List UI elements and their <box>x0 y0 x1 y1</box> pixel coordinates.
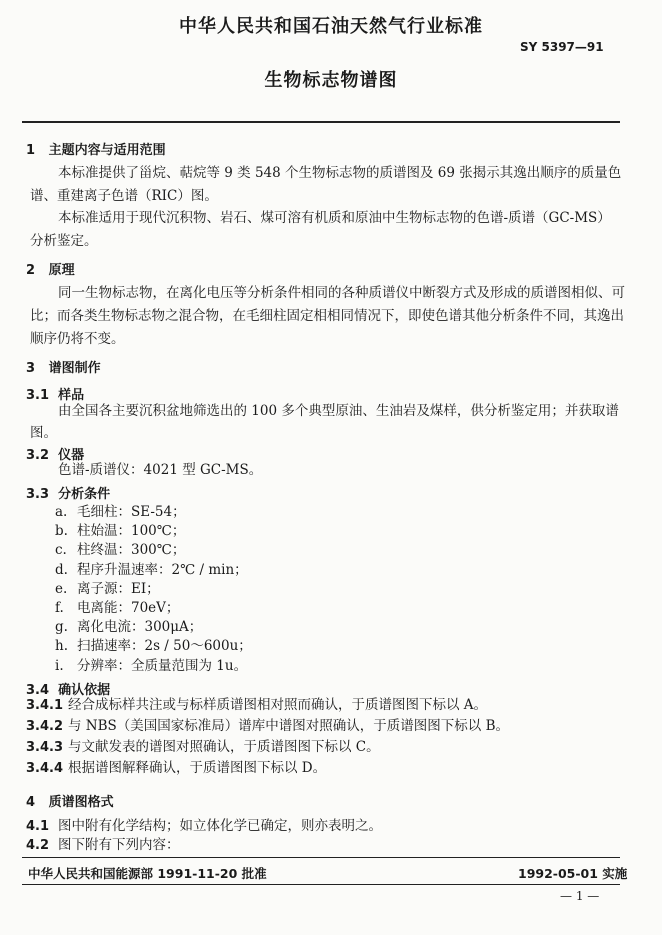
list-item <box>55 504 186 521</box>
subsection-3-4-heading <box>26 679 110 698</box>
approval-line: 中华人民共和国能源部 1991-11-20 批准 <box>28 866 267 881</box>
clause-number: 4.1 <box>26 819 50 834</box>
page-number-value: 1 <box>575 889 584 903</box>
paragraph-line: 分析鉴定。 <box>30 233 98 249</box>
clause-item <box>26 697 487 714</box>
section-number: 3 <box>26 361 36 376</box>
clause-text: 经合成标样共注或与标样质谱图相对照而确认，于质谱图图下标以 A。 <box>68 697 488 713</box>
list-item-text: 柱始温：100℃； <box>77 523 186 539</box>
list-item <box>55 658 247 675</box>
subsection-title: 分析条件 <box>58 487 111 502</box>
document-title: 生物标志物谱图 <box>264 70 398 91</box>
list-item-key: c. <box>55 542 67 558</box>
clause-number: 3.4.3 <box>26 740 64 755</box>
clause-text: 根据谱图解释确认，于质谱图图下标以 D。 <box>68 760 327 776</box>
subsection-3-1-heading <box>26 384 84 403</box>
clause-text: 图下附有下列内容： <box>58 837 180 853</box>
list-item <box>55 638 252 655</box>
paragraph-line: 色谱-质谱仪：4021 型 GC-MS。 <box>58 462 263 478</box>
paragraph-line: 同一生物标志物，在离化电压等分析条件相同的各种质谱仪中断裂方式及形成的质谱图相似、可 <box>58 285 625 301</box>
standard-code: SY 5397—91 <box>520 40 604 54</box>
clause-number: 3.4.2 <box>26 719 64 734</box>
list-item-text: 扫描速率：2s / 50～600u； <box>77 638 252 654</box>
section-2-heading <box>26 259 75 278</box>
clause-item <box>26 818 382 835</box>
list-item-text: 电离能：70eV； <box>77 600 180 616</box>
section-3-heading <box>26 357 101 376</box>
list-item <box>55 523 185 540</box>
list-item-text: 毛细柱：SE-54； <box>77 504 186 520</box>
clause-number: 4.2 <box>26 838 50 853</box>
list-item-key: g. <box>55 619 68 635</box>
clause-text: 与 NBS（美国国家标准局）谱库中谱图对照确认，于质谱图图下标以 B。 <box>68 718 509 734</box>
list-item <box>55 600 179 617</box>
section-4-heading <box>26 791 114 810</box>
paragraph-line: 顺序仍将不变。 <box>30 331 125 347</box>
subsection-title: 仪器 <box>58 448 85 463</box>
list-item <box>55 562 248 579</box>
top-rule <box>22 121 620 123</box>
list-item-key: h. <box>55 638 68 654</box>
bottom-rule <box>22 857 620 858</box>
subsection-3-3-heading <box>26 483 110 502</box>
section-number: 1 <box>26 143 36 158</box>
section-number: 2 <box>26 263 36 278</box>
clause-text: 图中附有化学结构；如立体化学已确定，则亦表明之。 <box>58 818 382 834</box>
subsection-number: 3.1 <box>26 388 50 403</box>
footer-rule <box>22 884 620 885</box>
effective-date: 1992-05-01 实施 <box>518 866 628 881</box>
section-title: 谱图制作 <box>48 361 101 376</box>
subsection-number: 3.3 <box>26 487 50 502</box>
clause-number: 3.4.4 <box>26 761 64 776</box>
clause-item <box>26 837 180 854</box>
clause-item <box>26 760 326 777</box>
section-title: 原理 <box>48 263 75 278</box>
clause-text: 与文献发表的谱图对照确认，于质谱图图下标以 C。 <box>68 739 380 755</box>
list-item-key: i. <box>55 658 64 674</box>
list-item-key: b. <box>55 523 68 539</box>
subsection-title: 样品 <box>58 388 85 403</box>
clause-item <box>26 718 509 735</box>
list-item-text: 分辨率：全质量范围为 1u。 <box>77 658 248 674</box>
org-title: 中华人民共和国石油天然气行业标准 <box>179 16 483 37</box>
section-title: 主题内容与适用范围 <box>48 143 166 158</box>
subsection-number: 3.4 <box>26 683 50 698</box>
paragraph-line: 由全国各主要沉积盆地筛选出的 100 多个典型原油、生油岩及煤样，供分析鉴定用；并获取谱 <box>58 403 619 419</box>
list-item-text: 离化电流：300μA； <box>77 619 203 635</box>
list-item-text: 程序升温速率：2℃ / min； <box>77 562 248 578</box>
subsection-number: 3.2 <box>26 448 50 463</box>
section-1-heading <box>26 139 166 158</box>
list-item-text: 离子源：EI； <box>77 581 160 597</box>
list-item <box>55 542 185 559</box>
list-item-key: f. <box>55 600 64 616</box>
paragraph-line: 谱、重建离子色谱（RIC）图。 <box>30 188 218 204</box>
section-number: 4 <box>26 795 36 810</box>
paragraph-line: 图。 <box>30 425 57 441</box>
paragraph-line: 本标准适用于现代沉积物、岩石、煤可溶有机质和原油中生物标志物的色谱-质谱（GC-MS） <box>58 210 611 226</box>
subsection-3-2-heading <box>26 444 84 463</box>
paragraph-line: 本标准提供了甾烷、萜烷等 9 类 548 个生物标志物的质谱图及 69 张揭示其逸出顺序的质量色 <box>58 165 622 181</box>
clause-number: 3.4.1 <box>26 698 64 713</box>
page-number: — 1 — <box>560 889 600 903</box>
list-item-key: a. <box>55 504 68 520</box>
subsection-title: 确认依据 <box>58 683 111 698</box>
list-item <box>55 581 160 598</box>
list-item-key: d. <box>55 562 68 578</box>
list-item-key: e. <box>55 581 68 597</box>
paragraph-line: 比；而各类生物标志物之混合物，在毛细柱固定相相同情况下，即使色谱其他分析条件不同，其逸出 <box>30 308 624 324</box>
list-item-text: 柱终温：300℃； <box>77 542 186 558</box>
clause-item <box>26 739 380 756</box>
list-item <box>55 619 202 636</box>
section-title: 质谱图格式 <box>48 795 114 810</box>
